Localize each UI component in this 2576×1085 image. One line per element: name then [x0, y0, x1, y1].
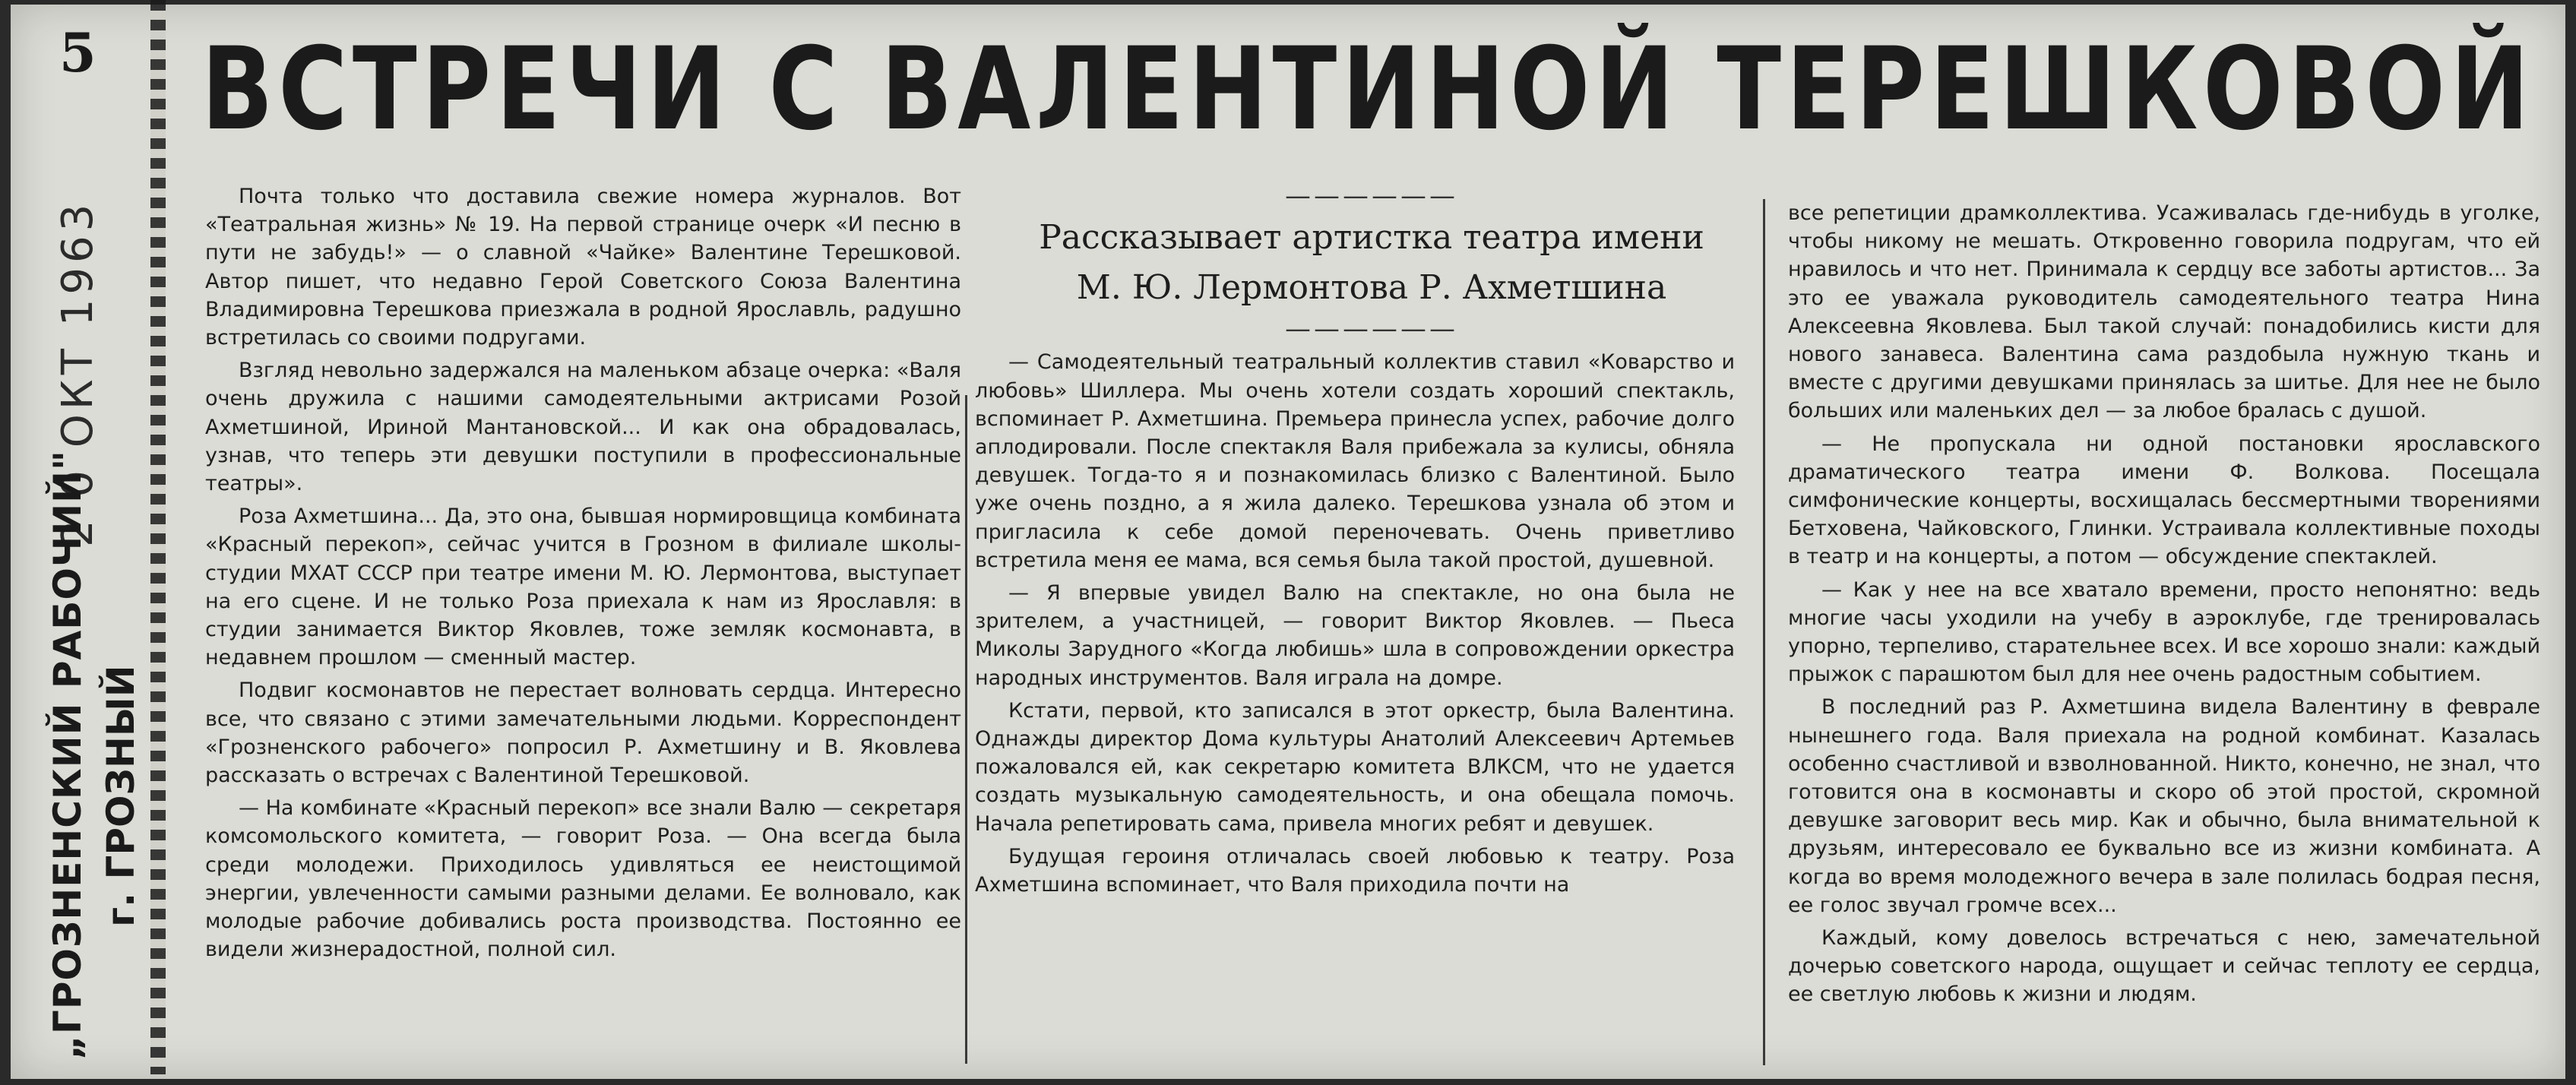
city-label: г. ГРОЗНЫЙ [99, 665, 143, 927]
article-column-3 [1788, 199, 2540, 1014]
paragraph: Роза Ахметшина... Да, это она, бывшая нормировщица комбината «Красный перекоп», сейчас учится в Грозном в филиале школы-студии МХАТ СССР при театре имени М. Ю. Лермонтова, выступает на его сцене. И не только Роза приехала к нам из Ярославля: в студии занимается Виктор Яковлев, тоже земляк космонавта, в недавнем прошлом — сменный мастер. [205, 505, 961, 670]
paragraph: Почта только что доставила свежие номера журналов. Вот «Театральная жизнь» № 19. На первой странице очерк «И песню в пути не забудь!» — о славной «Чайке» Валентине Терешковой. Автор пишет, что недавно Герой Советского Союза Валентина Владимировна Терешкова приезжала в родной Ярославль, радушно встретилась со своими подругами. [205, 185, 961, 350]
paragraph: — Не пропускала ни одной постановки ярославского драматического театра имени Ф. Волкова. Посещала симфонические концерты, восхищалась бессмертными творениями Бетховена, Чайковского, Глинки. Устраивала коллективные походы в театр и на концерты, а потом — обсуждение спектаклей. [1788, 432, 2540, 569]
date-stamp: 2 0 ОКТ 1963 [53, 199, 103, 547]
column-divider [1763, 199, 1765, 1065]
paragraph: — Как у нее на все хватало времени, просто непонятно: ведь многие часы уходили на учебу в аэроклубе, где тренировалась упорно, терпеливо, старательнее всех. И все хорошо знали: каждый прыжок с парашютом был для нее очень радостным событием. [1788, 577, 2540, 687]
divider-dash: —————— [1285, 314, 1458, 345]
paragraph: В последний раз Р. Ахметшина видела Валентину в феврале нынешнего года. Валя приехала на родной комбинат. Казалась особенно счастливой и взволнованной. Никто, конечно, не знал, что готовится она в космонавты и скоро об этой простой, скромной девушке заговорит весь мир. Как и обычно, была внимательной к друзьям, интересовало ее буквально все из жизни комбината. А когда во время молодежного вечера в зале полилась бодрая песня, ее голос звучал громче всех... [1788, 695, 2540, 917]
paragraph: — На комбинате «Красный перекоп» все знали Валю — секретаря комсомольского комитета, — говорит Роза. — Она всегда была среди молодежи. Приходилось удивляться ее неистощимой энергии, увлеченности самыми разными делами. Ее волновало, как молодые рабочие добивались роста производства. Постоянно ее видели жизнерадостной, полной сил. [205, 796, 961, 962]
paragraph: Взгляд невольно задержался на маленьком абзаце очерка: «Валя очень дружила с нашими самодеятельными актрисами Розой Ахметшиной, Ириной Мантановской... И как она обрадовалась, узнав, что теперь эти девушки поступили в профессиональные театры». [205, 359, 961, 496]
paragraph: — Самодеятельный театральный коллектив ставил «Коварство и любовь» Шиллера. Мы очень хотели создать хороший спектакль, вспоминает Р. Ахметшина. Премьера принесла успех, рабочие долго аплодировали. После спектакля Валя прибежала за кулисы, обняла девушек. Тогда-то я и познакомилась близко с Валентиной. Было уже очень поздно, а я жила далеко. Терешкова узнала об этом и пригласила к себе домой переночевать. Очень приветливо встретила меня ее мама, вся семья была такой простой, душевной. [975, 350, 1735, 572]
perforated-edge [150, 0, 166, 1074]
article-column-1 [205, 182, 961, 968]
divider-dash: —————— [1285, 181, 1458, 211]
page-number: 5 [59, 21, 97, 84]
subheading-line-1: Рассказывает артистка театра имени [1039, 218, 1704, 258]
article-column-2 [975, 182, 1735, 903]
paragraph: Каждый, кому довелось встречаться с нею, замечательной дочерью советского народа, ощущает и сейчас теплоту ее сердца, ее светлую любовь к жизни и людям. [1788, 926, 2540, 1007]
paragraph: — Я впервые увидел Валю на спектакле, но она была не зрителем, а участницей, — говорит Виктор Яковлев. — Пьеса Миколы Зарудного «Когда любишь» шла в сопровождении оркестра народных инструментов. Валя играла на домре. [975, 581, 1735, 690]
paragraph: все репетиции драмколлектива. Усаживалась где-нибудь в уголке, чтобы никому не мешать. Откровенно говорила подругам, что ей нравилось и что нет. Принимала к сердцу все заботы артистов... За это ее уважала руководитель самодеятельного театра Нина Алексеевна Яковлева. Был такой случай: понадобились кисти для нового занавеса. Валентина сама раздобыла нужную ткань и вместе с другими девушками принялась за шитье. Для нее не было больших или маленьких дел — за любое бралась с душой. [1788, 201, 2540, 423]
subheading-line-2: М. Ю. Лермонтова Р. Ахметшина [1076, 268, 1667, 308]
article-headline: ВСТРЕЧИ С ВАЛЕНТИНОЙ ТЕРЕШКОВОЙ [201, 24, 2535, 156]
paragraph: Будущая героиня отличалась своей любовью к театру. Роза Ахметшина вспоминает, что Валя приходила почти на [975, 844, 1735, 897]
paragraph: Кстати, первой, кто записался в этот оркестр, была Валентина. Однажды директор Дома культуры Анатолий Алексеевич Артемьев пожаловался ей, как секретарю комитета ВЛКСМ, что не удается создать музыкальную самодеятельность, и она обещала помочь. Начала репетировать сама, привела многих ребят и девушек. [975, 698, 1735, 836]
newspaper-masthead: „ГРОЗНЕНСКИЙ РАБОЧИЙ" [46, 449, 90, 1060]
paragraph: Подвиг космонавтов не перестает волновать сердца. Интересно все, что связано с этими замечательными людьми. Корреспондент «Грозненского рабочего» попросил Р. Ахметшину и В. Яковлева рассказать о встречах с Валентиной Терешковой. [205, 679, 961, 788]
column-divider [965, 395, 967, 1064]
